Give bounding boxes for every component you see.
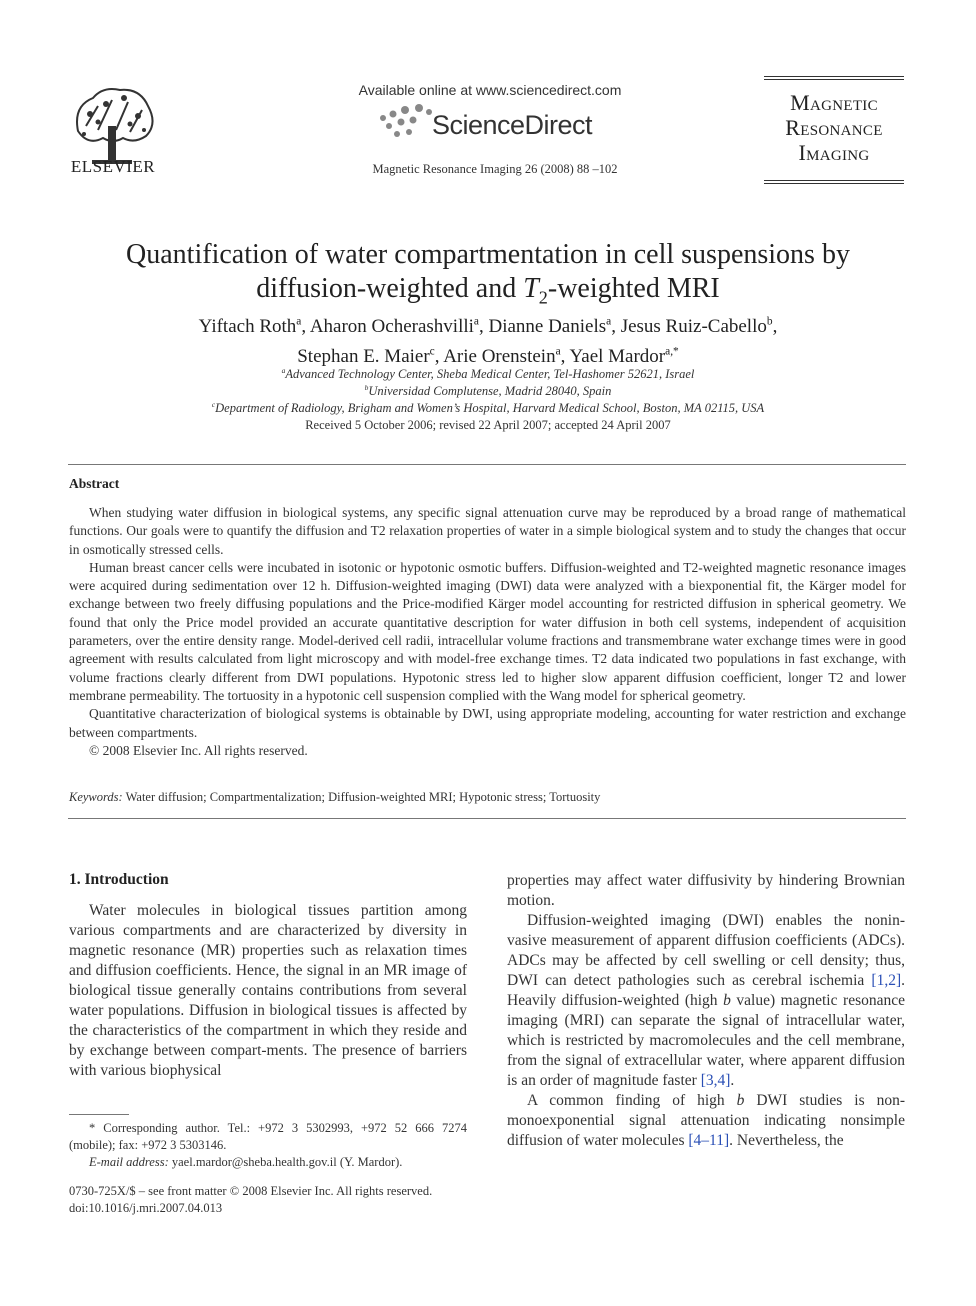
title-line: diffusion-weighted and <box>256 273 524 304</box>
divider <box>68 818 906 819</box>
abstract-paragraph: When studying water diffusion in biological systems, any specific signal attenuation curve may be reproduced by a broad range of mathematical functions. Our goals were to quantify the diffusion and T2 relaxation properties of water in a simple biological system and to study the changes that occur in osmotically stressed cells. <box>69 505 906 557</box>
citation-link[interactable]: [4–11] <box>688 1132 730 1149</box>
footnote-divider <box>69 1114 129 1115</box>
sciencedirect-wordmark: ScienceDirect <box>432 110 593 140</box>
keywords-list: Water diffusion; Compartmentalization; Diffusion-weighted MRI; Hypotonic stress; Tortuosity <box>125 790 601 804</box>
issn-doi <box>69 1183 489 1217</box>
citation-link[interactable]: [1,2] <box>871 972 902 989</box>
left-column <box>69 901 467 1081</box>
title-subscript: 2 <box>538 287 548 308</box>
email-note: E-mail address: yael.mardor@sheba.health.gov.il (Y. Mardor). <box>89 1155 403 1169</box>
author: Arie Orenstein$^a$, <box>443 345 570 367</box>
right-column <box>507 871 905 1151</box>
keywords-label: Keywords: <box>69 790 123 804</box>
author: Yael Mardor$^{a,*}$ <box>569 345 679 367</box>
abstract-heading: Abstract <box>69 476 120 491</box>
author-list <box>80 310 896 369</box>
footnotes <box>69 1120 467 1171</box>
abstract-paragraph: Quantitative characterization of biological systems is obtainable by DWI, using appropriate modeling, accounting for water restriction and exchange between compartments. <box>69 706 906 740</box>
copyright: © 2008 Elsevier Inc. All rights reserved. <box>89 742 308 758</box>
author: Dianne Daniels$^a$, <box>488 316 621 338</box>
sciencedirect-dots-icon <box>375 102 435 142</box>
author: Yiftach Roth$^a$, <box>198 316 310 338</box>
title-line: -weighted MRI <box>547 273 720 304</box>
received-dates: Received 5 October 2006; revised 22 April 2007; accepted 24 April 2007 <box>305 418 671 432</box>
journal-logo <box>764 76 904 184</box>
affiliation: $^a$Advanced Technology Center, Sheba Medical Center, Tel-Hashomer 52621, Israel <box>281 366 695 382</box>
keywords <box>69 790 906 805</box>
journal-logo-line: Imaging <box>798 140 870 165</box>
issn-line: 0730-725X/$ – see front matter © 2008 Elsevier Inc. All rights reserved. <box>69 1184 433 1198</box>
affiliation: $^b$Universidad Complutense, Madrid 28040, Spain <box>364 383 612 399</box>
title-symbol: T <box>523 273 539 304</box>
doi-line: doi:10.1016/j.mri.2007.04.013 <box>69 1201 223 1215</box>
author: Stephan E. Maier$^c$, <box>297 345 444 367</box>
publisher-name: ELSEVIER <box>70 157 156 176</box>
citation-link[interactable]: [3,4] <box>700 1072 731 1089</box>
abstract-paragraph: Human breast cancer cells were incubated in isotonic or hypotonic osmotic buffers. Diffusion-weighted and T2-weighted magnetic resonance images were acquired during sedimentation over 12 h. Diffusion-weighted imaging (DWI) data were analyzed with a biexponential fit, the Kärger model for exchange between two freely diffusing populations and the Price-modified Kärger model accounting for restricted diffusion in spherical geometry. We found that only the Price model provided an accurate quantitative description for water diffusion in both cell systems, independent of acquisition parameters, over the entire density range. Model-derived cell radii, intracellular volume fractions and transmembrane water exchange times were in good agreement with results calculated from light microscopy and with model-free exchange times. T2 data indicated two populations in fast exchange, with volume fractions clearly different from DWI populations. Hypotonic stress led to higher slow apparent diffusion coefficient, longer T2 and lower membrane permeability. The tortuosity in a hypotonic cell suspension complied with the Wang model for spherical geometry. <box>69 559 906 703</box>
journal-logo-line: Magnetic <box>790 90 878 115</box>
abstract-body <box>69 504 906 760</box>
body-paragraph: properties may affect water diffusivity by hindering Brownian motion. <box>507 872 905 909</box>
body-paragraph: Water molecules in biological tissues partition among various compartments and are characterized by diversity in magnetic resonance (MR) properties such as relaxation times and diffusion coefficients. Hence, the signal in an MR image of biological tissue generally contains contributions from several water populations. Diffusion in biological tissues is affected by the characteristics of the compartment in which they reside and by exchange between compart-ments. The presence of barriers with various biophysical <box>69 902 467 1079</box>
journal-citation: Magnetic Resonance Imaging 26 (2008) 88 –102 <box>372 162 618 176</box>
author: Aharon Ocherashvilli$^a$, <box>309 316 489 338</box>
section-heading: 1. Introduction <box>69 871 169 888</box>
paper-title <box>80 238 896 315</box>
author: Jesus Ruiz-Cabello$^b$, <box>620 316 778 338</box>
title-line: Quantification of water compartmentation in cell suspensions by <box>126 239 850 270</box>
available-online-text: Available online at www.sciencedirect.com <box>358 82 622 98</box>
affiliation: $^c$Department of Radiology, Brigham and Women’s Hospital, Harvard Medical School, Boston, MA 02115, USA <box>211 400 765 416</box>
body-paragraph: Diffusion-weighted imaging (DWI) enables the nonin-vasive measurement of apparent diffusion coefficients (ADCs). ADCs may be affected by cell swelling or cell density; thus, DWI can detect pathologies such as cerebral ischemia [1,2]. Heavily diffusion-weighted (high b value) magnetic resonance imaging (MRI) can separate the signal of intracellular water, which is restricted by macromolecules and the cell membrane, from the signal of extracellular water, where apparent diffusion is an order of magnitude faster [3,4]. <box>507 912 906 1089</box>
journal-logo-line: Resonance <box>785 115 883 140</box>
body-paragraph: A common finding of high b DWI studies is non-monoexponential signal attenuation indicating nonsimple diffusion of water molecules [4–11]. Nevertheless, the <box>507 1092 905 1149</box>
corresponding-author-note: * Corresponding author. Tel.: +972 3 5302993, +972 52 666 7274 (mobile); fax: +972 3 5303146. <box>69 1121 467 1152</box>
divider <box>68 464 906 465</box>
